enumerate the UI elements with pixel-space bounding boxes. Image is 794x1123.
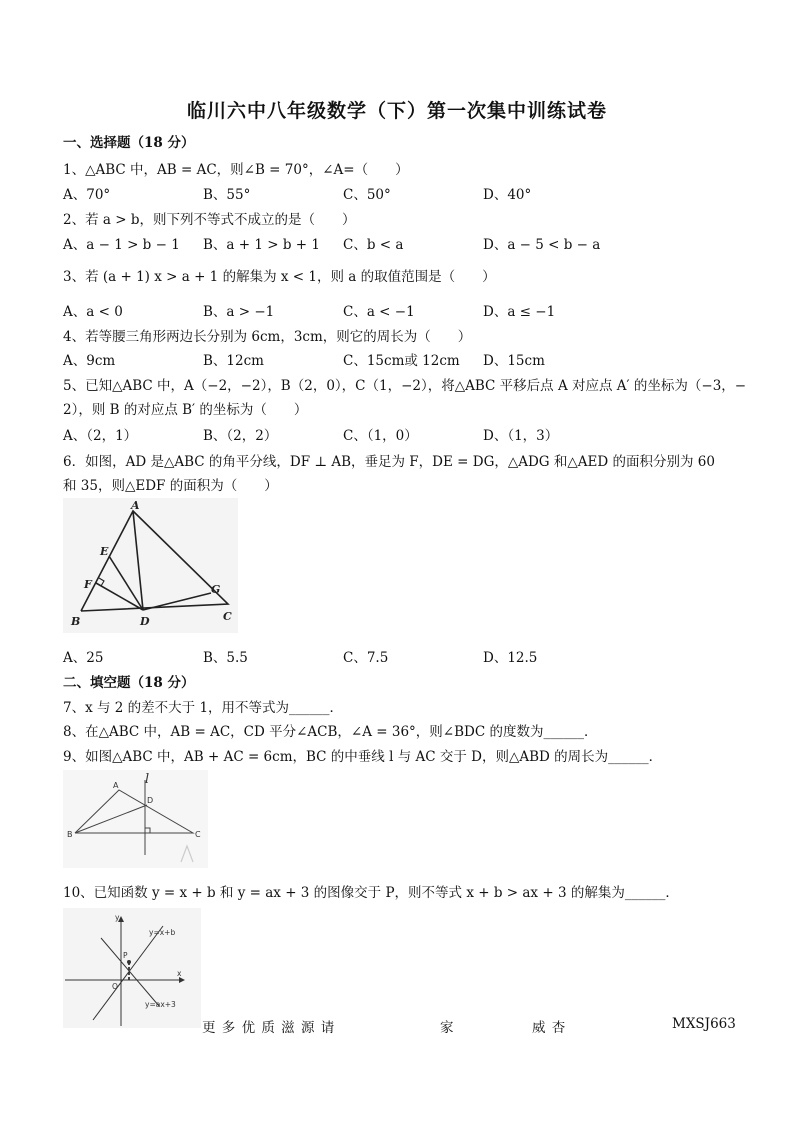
label-y: y (115, 913, 120, 922)
figure-scan-background (63, 498, 238, 633)
q1-option-b: B、55° (203, 187, 251, 203)
exam-title: 临川六中八年级数学（下）第一次集中训练试卷 (186, 100, 607, 122)
q4-option-d: D、15cm (483, 353, 545, 369)
q9-perpendicular-bisector-figure (63, 770, 208, 868)
footer-text-left: 更 多 优 质 滋 源 请 (202, 1020, 336, 1036)
q7-stem: 7、x 与 2 的差不大于 1，用不等式为______． (63, 700, 344, 716)
q4-option-a: A、9cm (63, 353, 116, 369)
q5-option-b: B、（2，2） (203, 428, 278, 444)
q6-triangle-figure (63, 498, 238, 633)
label-a: A (113, 781, 119, 790)
q6-option-a: A、25 (63, 650, 104, 666)
q6-stem-line2: 和 35，则△EDF 的面积为（ ） (63, 478, 278, 494)
q2-stem: 2、若 a > b，则下列不等式不成立的是（ ） (63, 212, 356, 228)
label-g: G (211, 583, 221, 596)
q4-stem: 4、若等腰三角形两边长分别为 6cm，3cm，则它的周长为（ ） (63, 329, 472, 345)
label-b: B (67, 830, 73, 839)
q6-option-c: C、7.5 (343, 650, 389, 666)
q4-option-c: C、15cm或 12cm (343, 353, 460, 369)
figure-scan-background (63, 770, 208, 868)
label-l: l (145, 772, 150, 787)
q2-option-b: B、a + 1 > b + 1 (203, 237, 320, 253)
q3-option-a: A、a < 0 (63, 304, 123, 320)
label-e: E (100, 545, 109, 558)
label-d: D (147, 796, 154, 805)
q1-option-a: A、70° (63, 187, 111, 203)
label-d: D (140, 615, 150, 628)
q8-stem: 8、在△ABC 中，AB = AC，CD 平分∠ACB，∠A = 36°，则∠BDC 的度数为______． (63, 724, 598, 740)
q1-stem: 1、△ABC 中，AB = AC，则∠B = 70°，∠A=（ ） (63, 162, 409, 178)
q4-option-b: B、12cm (203, 353, 264, 369)
q6-option-d: D、12.5 (483, 650, 538, 666)
q5-option-d: D、（1，3） (483, 428, 559, 444)
q1-option-c: C、50° (343, 187, 391, 203)
q5-stem-line2: 2），则 B 的对应点 B′ 的坐标为（ ） (63, 402, 308, 418)
q2-option-a: A、a − 1 > b − 1 (63, 237, 180, 253)
q6-stem-line1: 6．如图，AD 是△ABC 的角平分线，DF ⊥ AB，垂足为 F，DE = DG，△ADG 和△AED 的面积分别为 60 (63, 454, 715, 470)
label-c: C (223, 610, 232, 623)
q2-option-d: D、a − 5 < b − a (483, 237, 601, 253)
q3-stem: 3、若 (a + 1) x > a + 1 的解集为 x < 1，则 a 的取值范围是（ ） (63, 269, 496, 285)
point-p (127, 960, 131, 964)
q10-function-graph (63, 908, 201, 1028)
label-y-ax-plus-3: y=ax+3 (145, 1000, 176, 1009)
label-c: C (195, 830, 201, 839)
section2-heading: 二、填空题（18 分） (63, 675, 195, 691)
q1-option-d: D、40° (483, 187, 532, 203)
q9-stem: 9、如图△ABC 中，AB + AC = 6cm，BC 的中垂线 l 与 AC 交于 D，则△ABD 的周长为______． (63, 749, 663, 765)
section1-heading: 一、选择题（18 分） (63, 135, 195, 151)
q10-stem: 10、已知函数 y = x + b 和 y = ax + 3 的图像交于 P，则不等式 x + b > ax + 3 的解集为______． (63, 885, 679, 901)
q6-option-b: B、5.5 (203, 650, 248, 666)
q3-option-c: C、a < −1 (343, 304, 415, 320)
label-a: A (131, 499, 140, 512)
q5-stem-line1: 5、已知△ABC 中，A（−2，−2），B（2，0），C（1，−2），将△ABC 平移后点 A 对应点 A′ 的坐标为（−3，− (63, 378, 747, 394)
label-y-x-plus-b: y=x+b (149, 928, 176, 937)
q3-option-b: B、a > −1 (203, 304, 275, 320)
q5-option-a: A、（2，1） (63, 428, 138, 444)
label-x: x (177, 969, 182, 978)
label-o: O (112, 982, 118, 991)
label-b: B (71, 615, 81, 628)
q5-option-c: C、（1，0） (343, 428, 418, 444)
q2-option-c: C、b < a (343, 237, 404, 253)
label-f: F (84, 578, 92, 591)
footer-text-mid1: 家 (440, 1020, 454, 1036)
q3-option-d: D、a ≤ −1 (483, 304, 556, 320)
footer-code: MXSJ663 (672, 1016, 736, 1032)
label-p: P (123, 951, 128, 960)
footer-text-mid2: 威 杏 (532, 1020, 567, 1036)
